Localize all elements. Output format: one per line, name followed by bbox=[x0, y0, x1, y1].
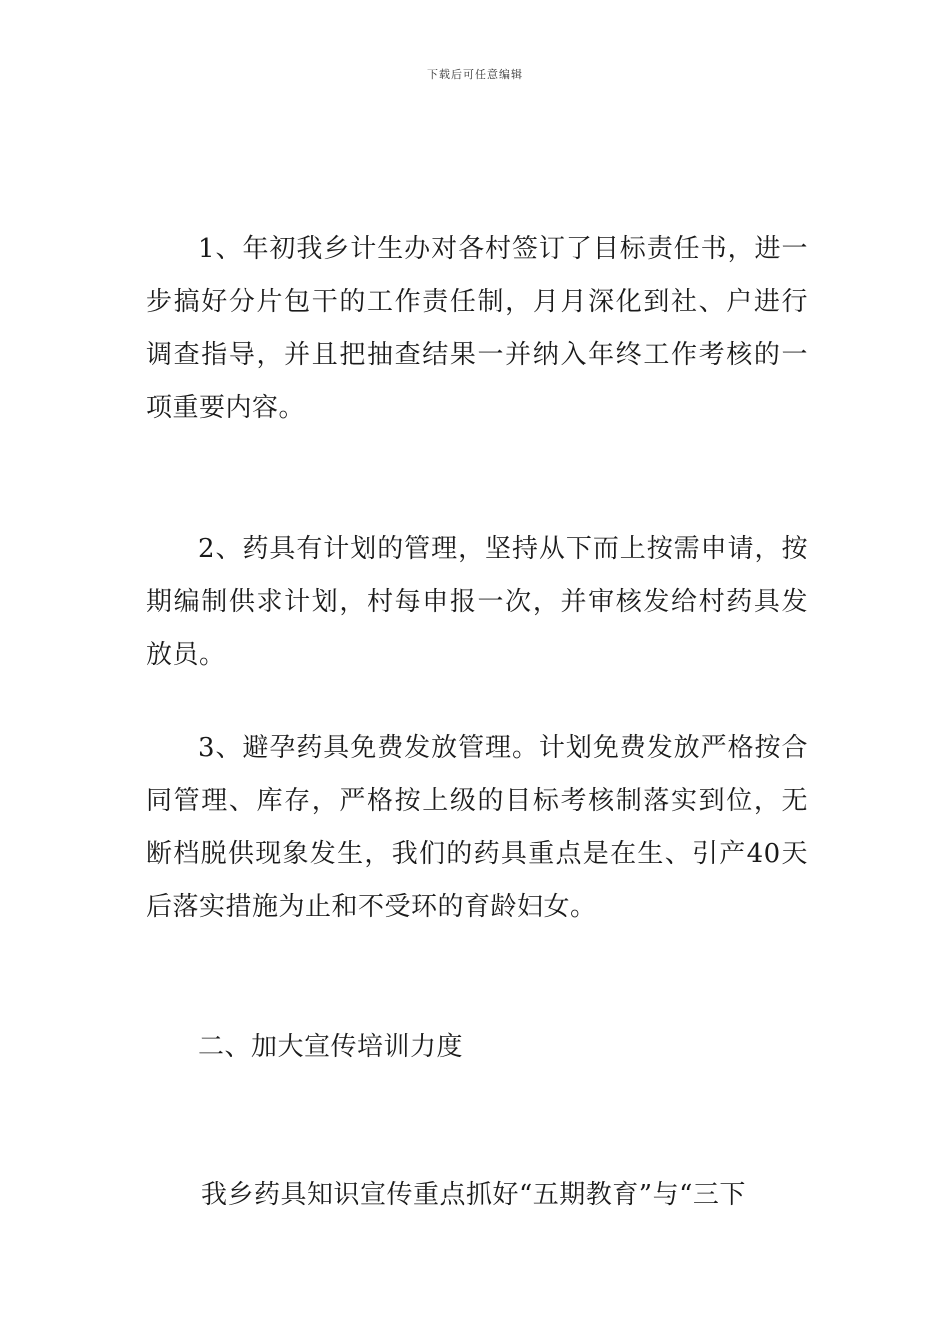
page-header: 下载后可任意编辑 bbox=[427, 68, 523, 81]
section-heading: 二、加大宣传培训力度 bbox=[198, 1032, 464, 1062]
paragraph-2: 2、药具有计划的管理，坚持从下而上按需申请，按期编制供求计划，村每申报一次，并审核发给村药具发放员。 bbox=[146, 534, 808, 670]
paragraph-1: 1、年初我乡计生办对各村签订了目标责任书，进一步搞好分片包干的工作责任制，月月深化到社、户进行调查指导，并且把抽查结果一并纳入年终工作考核的一项重要内容。 bbox=[146, 234, 808, 423]
paragraph-3: 3、避孕药具免费发放管理。计划免费发放严格按合同管理、库存，严格按上级的目标考核制落实到位，无断档脱供现象发生，我们的药具重点是在生、引产40天后落实措施为止和不受环的育龄妇女。 bbox=[146, 733, 808, 922]
paragraph-5: 我乡药具知识宣传重点抓好“五期教育”与“三下 bbox=[201, 1180, 746, 1210]
